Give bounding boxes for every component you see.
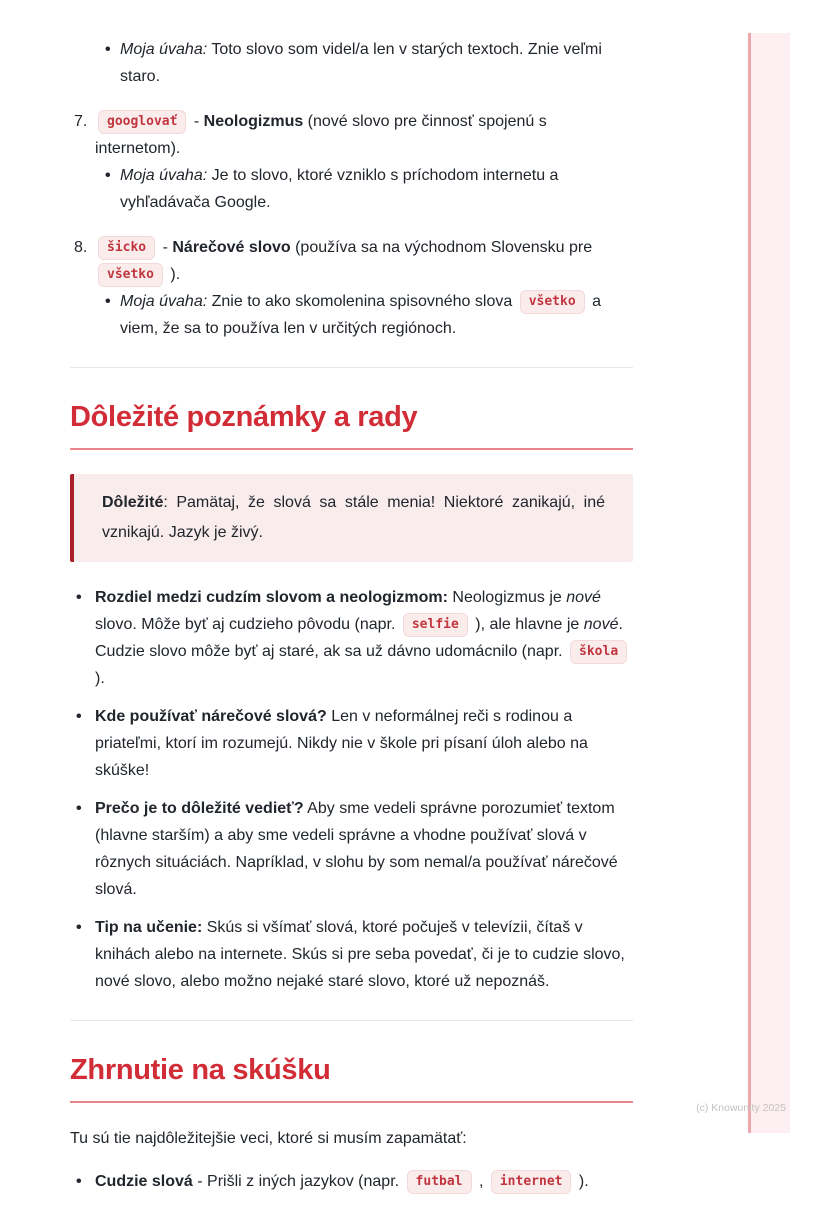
section-divider	[70, 1020, 633, 1021]
list-item	[70, 584, 633, 692]
list-item	[70, 795, 633, 903]
notes-bullet-list	[70, 584, 633, 995]
summary-bullet-list	[70, 1168, 633, 1195]
bullet-icon	[105, 162, 111, 189]
page-edge-decoration	[748, 33, 790, 1133]
list-item	[70, 914, 633, 995]
bullet-icon	[105, 288, 111, 315]
note-list-item	[70, 36, 633, 90]
callout-important	[70, 474, 633, 562]
summary-intro: Tu sú tie najdôležitejšie veci, ktoré si musím zapamätať:	[70, 1130, 467, 1147]
bullet-icon	[76, 914, 82, 941]
callout-text: Dôležité: Pamätaj, že slová sa stále menia! Niektoré zanikajú, iné vznikajú. Jazyk je živý.	[102, 494, 605, 541]
bullet-icon	[76, 703, 82, 730]
note-list-item	[95, 288, 633, 342]
list-item-text: Prečo je to dôležité vedieť? Aby sme vedeli správne porozumieť textom (hlavne starším) a aby sme vedeli správne a vhodne používať slová v rôznych situáciách. Napríklad, v slohu by som nemal/a používať nárečové slová.	[95, 800, 618, 898]
list-item-text: Rozdiel medzi cudzím slovom a neologizmom: Neologizmus je nové slovo. Môže byť aj cudzieho pôvodu (napr. selfie ), ale hlavne je nové. Cudzie slovo môže byť aj staré, ak sa už dávno udomácnilo (napr. škola ).	[95, 584, 633, 692]
numbered-item-7	[70, 108, 633, 216]
title-underline	[70, 1101, 633, 1103]
list-item-text: Tip na učenie: Skús si všímať slová, ktoré počuješ v televízii, čítaš v knihách alebo na internete. Skús si pre seba povedať, či je to cudzie slovo, nové slovo, alebo možno nejaké staré slovo, ktoré už nepoznáš.	[95, 919, 625, 990]
note-text: Moja úvaha: Je to slovo, ktoré vzniklo s príchodom internetu a vyhľadávača Google.	[120, 167, 559, 211]
item-term-text: šicko - Nárečové slovo (používa sa na východnom Slovensku pre všetko ).	[95, 234, 633, 288]
item-term-text: googlovať - Neologizmus (nové slovo pre činnosť spojenú s internetom).	[95, 108, 633, 162]
copyright-footer: (c) Knowunity 2025	[696, 1102, 786, 1114]
section-divider	[70, 367, 633, 368]
bullet-icon	[76, 795, 82, 822]
note-text: Moja úvaha: Znie to ako skomolenina spisovného slova všetko a viem, že sa to používa len v určitých regiónoch.	[120, 288, 633, 342]
item-number: 8.	[74, 239, 88, 256]
item-number: 7.	[74, 113, 88, 130]
section-title-notes: Dôležité poznámky a rady	[70, 401, 418, 433]
note-text: Moja úvaha: Toto slovo som videl/a len v starých textoch. Znie veľmi staro.	[120, 41, 602, 85]
bullet-icon	[76, 584, 82, 611]
bullet-icon	[105, 36, 111, 63]
document-content	[70, 0, 633, 1206]
section-title-summary: Zhrnutie na skúšku	[70, 1054, 331, 1086]
list-item-text: Cudzie slová - Prišli z iných jazykov (napr. futbal , internet ).	[95, 1168, 633, 1195]
list-item	[70, 703, 633, 784]
list-item	[70, 1168, 633, 1195]
list-item-text: Kde používať nárečové slová? Len v neformálnej reči s rodinou a priateľmi, ktorí im rozumejú. Nikdy nie v škole pri písaní úloh alebo na skúške!	[95, 708, 588, 779]
note-list-item	[95, 162, 633, 216]
bullet-icon	[76, 1168, 82, 1195]
numbered-item-8	[70, 234, 633, 342]
title-underline	[70, 448, 633, 450]
